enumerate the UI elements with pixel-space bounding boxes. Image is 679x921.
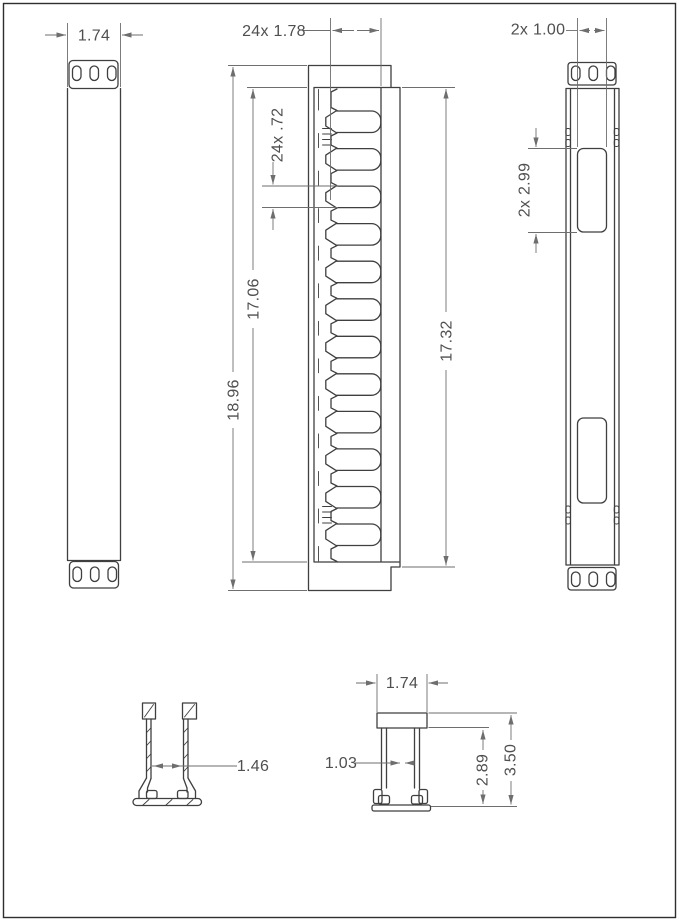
finger-slot	[326, 524, 381, 546]
end-left-hook	[374, 790, 383, 804]
base-hatch	[187, 800, 193, 806]
finger-slot	[326, 224, 381, 246]
end-walls	[382, 728, 420, 789]
end-leg-height-label: 2.89	[474, 753, 492, 787]
channel-wall-flares	[139, 778, 196, 799]
left-top-bracket	[69, 61, 118, 89]
finger-tip	[331, 208, 337, 223]
right-cutout-length-label: 2x 2.99	[516, 162, 534, 218]
finger-tip	[331, 358, 337, 373]
end-left-foot	[379, 796, 390, 805]
finger-tip	[331, 471, 337, 486]
finger-slot	[326, 336, 381, 358]
finger-slot	[326, 487, 381, 509]
bracket-oval-3	[607, 572, 616, 587]
bracket-oval-2	[90, 66, 99, 81]
bracket-oval-3	[108, 567, 117, 582]
front-finger-extension-lines	[331, 18, 382, 200]
right-cutout-top	[578, 149, 607, 233]
bracket-oval-3	[607, 66, 616, 81]
wall-hatch	[147, 741, 151, 746]
finger-tip	[331, 246, 337, 261]
finger-tip	[331, 283, 337, 298]
right-cutout-length-extension-lines	[528, 149, 577, 233]
end-flange-width-label: 1.74	[385, 675, 419, 692]
bracket-oval-2	[91, 567, 100, 582]
finger-slot	[326, 261, 381, 283]
bracket-oval-1	[572, 66, 581, 81]
view-side-left	[45, 23, 143, 588]
sheet-border	[4, 4, 676, 918]
finger-slot	[326, 111, 381, 133]
finger-tip	[331, 321, 337, 336]
channel-walls	[147, 719, 189, 779]
view-section-end	[325, 674, 520, 811]
wall-hatch	[147, 754, 151, 759]
channel-inner-width-label: 1.46	[236, 758, 270, 775]
end-overall-height-label: 3.50	[502, 743, 520, 777]
bracket-oval-2	[589, 66, 598, 81]
bracket-oval-3	[108, 66, 117, 81]
left-bottom-bracket-slots	[73, 567, 117, 582]
finger-slot	[326, 411, 381, 433]
end-inner-width-label: 1.03	[324, 755, 358, 772]
right-cutout-width-label: 2x 1.00	[510, 21, 566, 39]
finger-slot	[326, 149, 381, 171]
finger-slot	[326, 374, 381, 396]
left-top-bracket-slots	[73, 66, 117, 81]
front-finger-tips	[319, 89, 338, 562]
view-side-right	[511, 18, 619, 590]
base-hatch	[143, 800, 149, 806]
bracket-oval-1	[572, 572, 581, 587]
right-body-outline	[566, 89, 619, 566]
bracket-oval-2	[589, 572, 598, 587]
wall-hatch	[184, 754, 188, 759]
finger-tip	[331, 89, 337, 111]
right-bottom-bracket-slots	[572, 572, 616, 587]
wall-hatch	[147, 767, 151, 772]
front-flange-label: 17.32	[438, 320, 456, 362]
left-bottom-bracket	[70, 562, 119, 589]
finger-tip	[331, 546, 337, 562]
wall-hatch	[147, 728, 151, 733]
front-overall-extension-lines	[225, 66, 307, 591]
view-front	[226, 18, 456, 591]
front-slot-label: 24x .72	[269, 107, 287, 163]
end-base	[372, 805, 431, 811]
left-width-label: 1.74	[77, 27, 111, 45]
bracket-oval-1	[73, 567, 82, 582]
right-cutout-width-extension-lines	[578, 18, 607, 147]
finger-slot	[326, 449, 381, 471]
wall-hatch	[184, 728, 188, 733]
end-flange	[377, 713, 427, 728]
finger-tip	[331, 396, 337, 411]
front-finger-slots	[326, 111, 381, 546]
front-slot-extension-lines	[262, 186, 338, 208]
finger-tip	[331, 171, 337, 186]
bracket-oval-1	[73, 66, 82, 81]
right-side-ticks	[566, 129, 619, 525]
end-right-foot	[412, 796, 423, 805]
view-section-channel	[133, 703, 269, 806]
right-cutout-bottom	[578, 418, 607, 503]
wall-hatch	[184, 767, 188, 772]
finger-slot	[326, 186, 381, 208]
finger-tip	[331, 133, 337, 148]
wall-hatch	[184, 741, 188, 746]
right-top-bracket-slots	[572, 66, 616, 81]
left-body-outline	[68, 89, 121, 561]
finger-tip	[331, 433, 337, 448]
front-channel-label: 17.06	[245, 278, 263, 320]
end-right-hook	[419, 790, 428, 804]
channel-pad-hatching	[145, 705, 195, 718]
front-finger-label: 24x 1.78	[242, 23, 306, 40]
finger-slot	[326, 299, 381, 321]
front-overall-label: 18.96	[225, 379, 243, 421]
finger-tip	[331, 509, 337, 524]
base-hatch	[166, 800, 172, 806]
